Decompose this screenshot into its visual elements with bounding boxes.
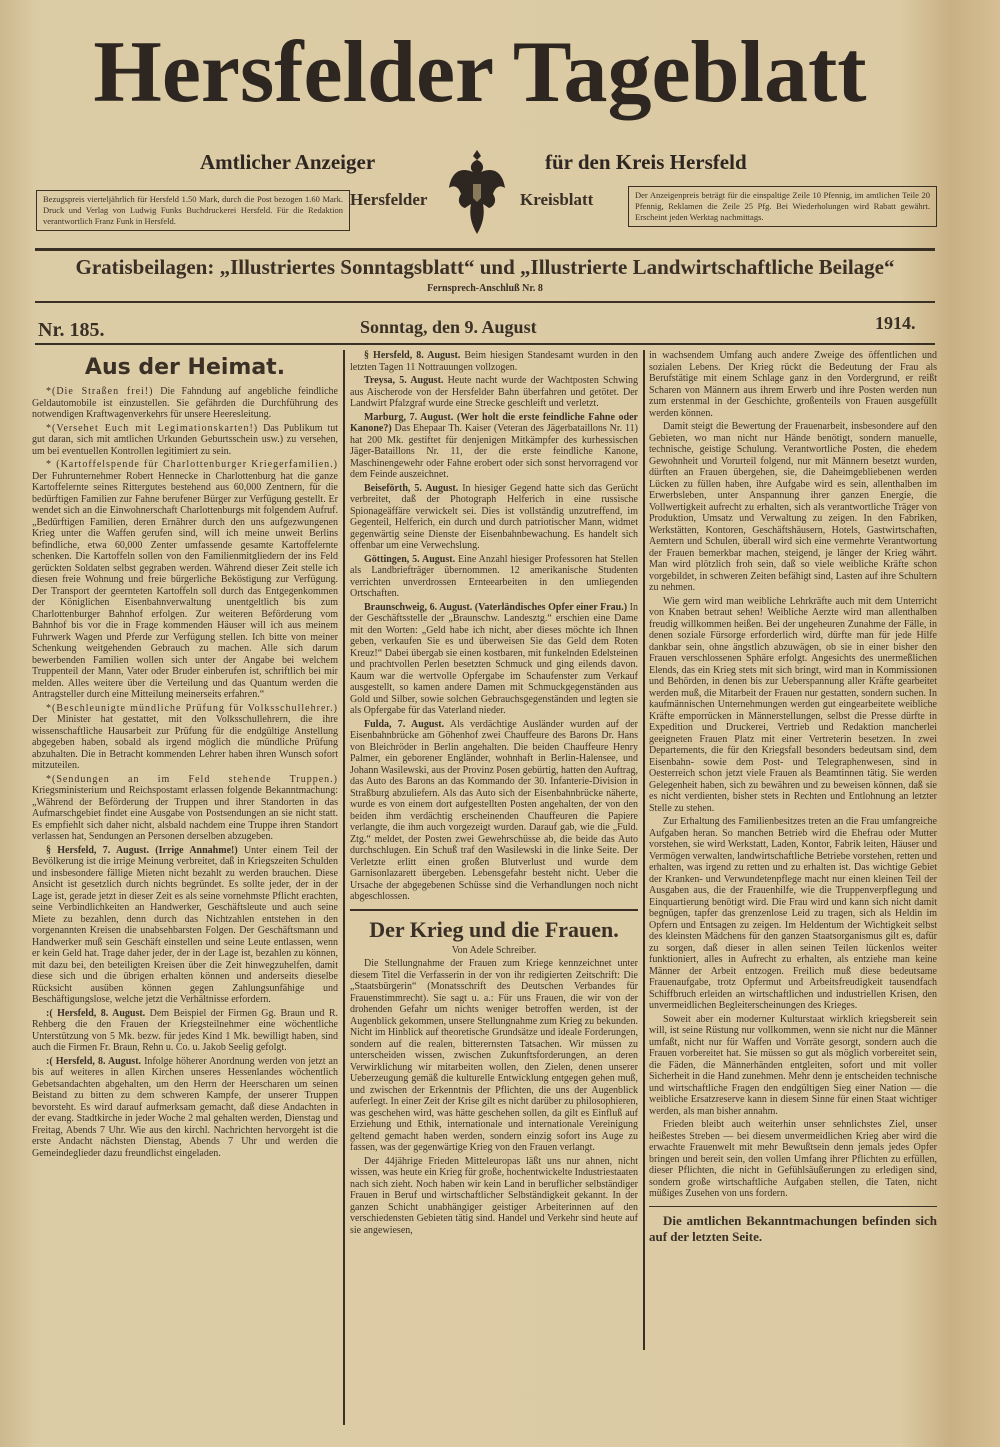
news-item: :( Hersfeld, 8. August. Dem Beispiel der Firmen Gg. Braun und R. Rehberg die den Frauen der Kriegsteilnehmer eine wöchentliche Unterstützung von 5 Mk. bezw. für jedes Kind 1 Mk. bewilligt haben, sind auch die Firmen Fr. Braun, Rehn u. Co. u. Jakob Seelig gefolgt. bbox=[32, 1007, 338, 1053]
column-aus-der-heimat bbox=[32, 350, 338, 1161]
article-rule bbox=[350, 909, 638, 911]
news-item: :( Hersfeld, 8. August. Infolge höherer Anordnung werden von jetzt an bis auf weiteres in allen Kirchen unseres Hessenlandes wöchentlich Gebetsandachten abgehalten, um den Herrn der Heerscharen um seinen Beistand zu bitten zu dem schweren Kampfe, der unserer Truppen bevorsteht. Es wird darauf aufmerksam gemacht, daß diese Andachten in der evang. Stadtkirche in jeder Woche 2 mal gehalten werden, Dienstag und Freitag, Abends 7 Uhr. Wie aus den kirchl. Nachrichten hervorgeht ist die erste Andacht nächsten Dienstag, Abends 7 Uhr und werden die Gemeindeglieder dazu freundlichst eingeladen. bbox=[32, 1055, 338, 1159]
column-divider bbox=[643, 350, 645, 1350]
news-item: * (Kartoffelspende für Charlottenburger Kriegerfamilien.) Der Fuhrunternehmer Robert Hennecke in Charlottenburg hat die ganze Kartoffelernte seines Rittergutes bestehend aus 60,000 Zentnern, für die bedürftigen Familien zur Fahne berufener Bürger zur Verfügung gestellt. Er wendet sich an die Einwohnerschaft Charlottenburgs mit folgendem Aufruf. „Bedürftigen Familien, deren Ernährer durch den uns aufgezwungenen Krieg unter die Waffen gerufen sind, will ich meine unweit Berlins befindliche, etwa 60,000 Zenter umfassende gesamte Kartoffelernte schenken. Die Kartoffeln sollen von den Familienmitgliedern der ins Feld gerückten Soldaten selbst gegraben werden. Während dieser Zeit stelle ich diesen freie Wohnung und freie bürgerliche Beköstigung zur Verfügung. Der Transport der geernteten Kartoffeln soll durch das Entgegenkommen der Königlichen Eisenbahnverwaltung unentgeltlich bis zum Charlottenburger Bahnhof erfolgen. Zur weiteren Beförderung vom Bahnhof bis vor die in Frage kommenden Häuser will ich aus meinem Fuhrwerk Wagen und Pferde zur Verfügung stellen. Ich bitte von meiner Schenkung weitgehenden Gebrauch zu machen. Alle sich darum bewerbenden Familien wollen sich unter der Angabe bei welchem Truppenteil der Mann, Vater oder Bruder einberufen ist, schriftlich bei mir melden. Alles weitere über die Verteilung und das Quantum werden die Antragsteller durch eine Mitteilung meinerseits erfahren.“ bbox=[32, 459, 338, 700]
news-item: *(Sendungen an im Feld stehende Truppen.) Kriegsministerium und Reichspostamt erlassen folgende Bekanntmachung: „Während der Beförderung der Truppen und ihrer Standorten in das Aufmarschgebiet findet eine Ausgabe von Postsendungen an sie nicht statt. Es empfiehlt sich daher nicht, alsbald nachdem eine Truppe ihren Standort verlassen hat, Sendungen an Personen derselben abzugeben. bbox=[32, 773, 338, 842]
issue-number: Nr. 185. bbox=[38, 319, 105, 341]
news-item: § Hersfeld, 7. August. (Irrige Annahme!) Unter einem Teil der Bevölkerung ist die irrige Meinung verbreitet, daß in Kriegszeiten Schulden und insbesondere fällige Mieten nicht bezahlt zu werden brauchen. Diese Ansicht ist gesetzlich durch nichts begründet. Es sollte jeder, der in der Lage ist, gerade jetzt in dieser Zeit es als seine vornehmste Pflicht erachten, seine Verbindlichkeiten an Handwerker, Geschäftsleute und auch seine Miete zu bezahlen, denn durch das Nichtzahlen entstehen in den vorgenannten Kreisen die unabsehbarsten Folgen. Der Geschäftsmann und Handwerker muß sein Geschäft einstellen und seine Leute entlassen, wenn er kein Geld hat. Trage daher jeder, der in der Lage ist, bezahlen zu können, mit dazu bei, den beteiligten Kreisen über die Zeit hinwegzuhelfen, damit diese sich und die übrigen erhalten können und anderseits dieselbe Rücksicht ausüben können gegen Zahlungsunfähige und Beschäftigungslose, welche jetzt die Verhältnisse erfordern. bbox=[32, 844, 338, 1005]
article-paragraph: Zur Erhaltung des Familienbesitzes treten an die Frau umfangreiche Aufgaben heran. So manchen Betrieb wird die Ehefrau oder Mutter vorstehen, sie wird Werkstatt, Laden, Kontor, Fabrik leiten, Häuser und Vermögen verwalten, landwirtschaftliche Betriebe vorstehen, retten und erhalten, was irgend zu retten und zu erhalten ist. Das wichtige Gebiet der Kranken- und Verwundetenpflege macht nur einen kleinen Teil der Ausgaben aus, die der Frauenhilfe, wie die Truppenverpflegung und Einquartierung benötigt wird. Die Frau wird und kann sich nicht damit begnügen, tapfer das grenzenlose Leid zu tragen, sich als Heldin im Opfern und Entsagen zu zeigen. Im Heldentum der Wichtigkeit selbst des kleinsten Mädchens für den ganzen Staatsorganismus gilt es, dafür zu sorgen, daß dieser in allen seinen Teilen lückenlos weiter funktioniert, alles in Aufrecht zu erhalten, als entziehe man keine Männer der Arbeit entzogen. Freilich muß diese bedeutsame Frauenaufgabe, trotz Opfermut und Arbeitsfreudigkeit tausendfach Schiffbruch erleiden an wirtschaftlichen und industriellen Krisen, den unvermeidlichen Begleiterscheinungen des Krieges. bbox=[649, 816, 937, 1011]
imperial-eagle-icon bbox=[447, 148, 507, 236]
masthead-subtitle-left: Amtlicher Anzeiger bbox=[200, 150, 376, 174]
news-item: Göttingen, 5. August. Eine Anzahl hiesiger Professoren hat Stellen als Landbriefträger übernommen. 12 amerikanische Studenten verrichten unverdrossen Ernteearbeiten in den umliegenden Ortschaften. bbox=[350, 553, 638, 599]
article-paragraph: Die Stellungnahme der Frauen zum Kriege kennzeichnet unter diesem Titel die Verfasserin in der von ihr redigierten Zeitschrift: Die „Staatsbürgerin“ (Monatsschrift des Deutschen Verbandes für Frauenstimmrecht). Sie sagt u. a.: Für uns Frauen, die wir von der drohenden Gefahr um nichts weniger betroffen werden, ist der Augenblick gekommen, unsere Stellungnahme zum Krieg zu bekunden. Nicht im Hinblick auf theoretische Grundsätze und ideale Forderungen, sondern auf die realen, bitterernsten Tatsachen. Wir müssen zu unterscheiden wissen, zwischen Zukunftsforderungen, an deren Verwirklichung wir mitarbeiten wollen, den Zielen, denen unserer Ueberzeugung gemäß die kulturelle Entwicklung entgegen gehen muß, und zwischen der Erkenntnis der Pflichten, die uns der Augenblick auferlegt. In einer Zeit der Krise gilt es nicht darüber zu philosophieren, was geschehen wird, was hätte geschehen sollen, da gilt es Einfluß auf Erziehung und Ethik, internationale und internationale Vereinigung geltend gemacht haben werden, sondern einzig sofort ins Auge zu fassen, was der gegenwärtige Krieg von den Frauen verlangt. bbox=[350, 958, 638, 1153]
news-item: § Hersfeld, 8. August. Beim hiesigen Standesamt wurden in den letzten Tagen 11 Nottrauungen vollzogen. bbox=[350, 350, 638, 373]
advertising-info-box: Der Anzeigenpreis beträgt für die einspaltige Zeile 10 Pfennig, im amtlichen Teile 20 Pfennig, Reklamen die Zeile 25 Pfg. Bei Wiederholungen wird Rabatt gewährt. Erscheint jeden Werktag nachmittags. bbox=[628, 186, 937, 227]
supplements-line: Gratisbeilagen: „Illustriertes Sonntagsblatt“ und „Illustrierte Landwirtschaftliche Beilage“ bbox=[75, 255, 895, 279]
emblem-label-right: Kreisblatt bbox=[520, 190, 594, 209]
news-item: *(Beschleunigte mündliche Prüfung für Volksschullehrer.) Der Minister hat gestattet, mit den Volksschullehrern, die ihre wissenschaftliche Hausarbeit zur Prüfung für die endgültige Anstellung abgegeben haben, sobald als irgend möglich die mündliche Prüfung abzuhalten. Die in Betracht kommenden Lehrer haben ihren Wunsch sofort mitzuteilen. bbox=[32, 702, 338, 771]
issue-date: Sonntag, den 9. August bbox=[360, 317, 537, 337]
news-item: Fulda, 7. August. Als verdächtige Ausländer wurden auf der Eisenbahnbrücke am Göhenhof zwei Chauffeure des Barons Dr. Hans von Bleichröder in Berlin angehalten. Die beiden Chauffeure Henry Palmer, ein geborener Engländer, wohnhaft in Berlin-Halensee, und Johann Wasilewski, aus der Provinz Posen gebürtig, hatten den Auftrag, das Auto des Barons an das Kommando der 30. Infanterie-Division in Straßburg abzuliefern. Als das Auto sich der Eisenbahnbrücke näherte, wurde es von einem dort aufgestellten Posten angehalten, der von den beiden ihm verdächtig erscheinenden Chauffeuren die Papiere verlangte, die ihm auch vorgezeigt wurden. Darauf gab, wie die „Fuld. Ztg.“ meldet, der Posten zwei Gewehrschüsse ab, die beide das Auto durchschlugen. Ein Schuß traf den Wasilewski in die linke Seite. Der Verletzte erlitt einen großen Blutverlust und wurde dem Garnisonlazarett übergeben. Lebensgefahr besteht nicht. Ueber die Ursache der abgegebenen Schüsse sind die Verhandlungen noch nicht abgeschlossen. bbox=[350, 718, 638, 902]
section-heading: Aus der Heimat. bbox=[84, 355, 286, 380]
masthead-rule bbox=[35, 248, 935, 251]
news-item: Treysa, 5. August. Heute nacht wurde der Wachtposten Schwing aus Aischerode von der Hersfelder Bahn überfahren und getötet. Der Landwirt Pfalzgraf wurde eine Strecke geschleift und verletzt. bbox=[350, 375, 639, 409]
masthead-subtitle-right: für den Kreis Hersfeld bbox=[545, 150, 747, 174]
article-paragraph: Frieden bleibt auch weiterhin unser sehnlichstes Ziel, unser heißestes Streben — bei diesem unvermeidlichen Krieg aber wird die erwachte Frauenwelt mit mehr Bewußtsein denn jemals jedes Opfer bringen und bereit sein, den vollen Umfang ihrer Pflichten zu erfüllen, dieser Pflichten, die nicht in Gefühlsäußerungen zu erledigen sind, sondern große wirtschaftliche Aufgaben stellen, die Taten, nicht müßiges Zusehen von uns fordern. bbox=[649, 1119, 937, 1199]
article-paragraph: Soweit aber ein moderner Kulturstaat wirklich kriegsbereit sein will, ist seine Rüstung nur vollkommen, wenn sie nicht nur die Männer umfaßt, nicht nur für Waffen und Vorräte gesorgt, sondern auch die Frauen vorbereitet hat. Sie müssen so gut als möglich vorbereitet sein, die Fäden, die Männerhänden entgleiten, sofort und mit voller Sicherheit in die Hand zunehmen. Mehr denn je entscheiden technische und wirtschaftliche Fragen den endgültigen Sieg einer Nation — die weibliche Ersatzreserve kann in diesem Sinne für einen Staat wichtiger werden, als man bisher annahm. bbox=[649, 1013, 937, 1117]
subscription-info-box: Bezugspreis vierteljährlich für Hersfeld 1.50 Mark, durch die Post bezogen 1.60 Mark. Druck und Verlag von Ludwig Funks Buchdruckerei Hersfeld. Für die Redaktion verantwortlich Franz Funk in Hersfeld. bbox=[36, 190, 350, 231]
article-paragraph: Der 44jährige Frieden Mitteleuropas läßt uns nur ahnen, nicht wissen, was heute ein Krieg für große, hochentwickelte Industriestaaten nach sich zieht. Noch haben wir kein Land in beruflicher selbständiger Frauen in Beruf und wirtschaftlicher Selbständigkeit gekannt. In der ganzen Schicht unabhängiger geistiger Arbeiterinnen auf den verschiedensten Gebieten tätig sind. Handel und Verkehr sind heute auf sie angewiesen, bbox=[350, 1155, 638, 1236]
article-byline: Von Adele Schreiber. bbox=[451, 944, 537, 956]
column-divider bbox=[343, 350, 345, 1425]
article-paragraph: in wachsendem Umfang auch andere Zweige des öffentlichen und sozialen Lebens. Der Krieg rückt die Bedeutung der Frau als Berufstätige mit einem Schlage ganz in den Vordergrund, er reißt Scharen von Männern aus ihrem Erwerb und ihre Posten werden nun zum erstenmal in der Geschichte, großenteils von Frauen ausgefüllt werden können. bbox=[649, 350, 937, 419]
article-heading: Der Krieg und die Frauen. bbox=[369, 916, 619, 942]
news-item: *(Versehet Euch mit Legimationskarten!) Das Publikum tut gut daran, sich mit amtlichen Urkunden Geburtsschein usw.) zu versehen, um bei eventuellen Kontrollen legitimiert zu sein. bbox=[32, 422, 338, 457]
news-item: Marburg, 7. August. (Wer holt die erste feindliche Fahne oder Kanone?) Das Ehepaar Th. Kaiser (Veteran des Jägerbataillons Nr. 11) hat 200 Mk. gestiftet für denjenigen Mitkämpfer des kurhessischen Jäger-Bataillons Nr. 11, der die erste feindliche Kanone, Maschinengewehr oder Fahne erobert oder sich sonst hervorragend vor dem Feinde auszeichnet. bbox=[350, 411, 638, 480]
article-paragraph: Damit steigt die Bewertung der Frauenarbeit, insbesondere auf den Gebieten, wo man nicht nur Hände benötigt, sondern manuelle, technische, geistige Schulung. Verantwortliche Posten, die ehedem Gewohnheit und Vorurteil folgend, nur mit Männern besetzt wurden, dürften an Frauen übergehen, sie, die Daheimgebliebenen werden Lücken zu füllen haben, ihre Aufgabe wird es sein, allenthalben im Erwerbsleben, unter Anspannung ihrer ganzen Energie, die Vollwertigkeit aufrecht zu erhalten, sich als verantwortliche Träger von Produktion, Umsatz und Verwaltung zu zeigen. In den Fabriken, Werkstätten, Kontoren, Geschäftshäusern, Hotels, Gastwirtschaften, Aemtern und Schulen, überall wird sich eine vermehrte Verantwortung der Frauen bemerkbar machen, steigend, je länger der Krieg währt. Man wird plötzlich froh sein, daß so viele weibliche Kräfte schon vorgebildet, in schweren Zeiten befähigt sind, Lasten auf ihre Schultern zu nehmen. bbox=[649, 421, 937, 593]
issue-year: 1914. bbox=[875, 313, 916, 333]
official-notices-reference: Die amtlichen Bekanntmachungen befinden sich auf der letzten Seite. bbox=[649, 1206, 937, 1245]
column-article-continued bbox=[649, 350, 937, 1245]
news-item: Braunschweig, 6. August. (Vaterländisches Opfer einer Frau.) In der Geschäftsstelle der „Braunschw. Landesztg.“ erschien eine Dame mit den Worten: „Geld habe ich nicht, aber dieses möchte ich Ihnen geben, verkaufen Sie es und überweisen Sie das Geld dem Roten Kreuz!“ Dabei übergab sie einen kostbaren, mit funkelnden Edelsteinen und prachtvollen Perlen besetzten Schmuck und ging eilends davon. Kaum war die wertvolle Opfergabe im Schaufenster zum Verkauf ausgestellt, so kamen andere Damen mit Schmuckgegenständen aus Gold und Silber, sowie solchen Gebrauchsgegenständen und legten sie als Opfergabe für das Vaterland nieder. bbox=[350, 601, 638, 716]
date-rule-bottom bbox=[35, 343, 935, 345]
news-item: *(Die Straßen frei!) Die Fahndung auf angebliche feindliche Geldautomobile ist einzustellen. Sie gefährden die Durchführung des notwendigen Kraftwagenverkehrs für unsere Heeresleitung. bbox=[32, 386, 338, 420]
emblem-label-left: Hersfelder bbox=[350, 190, 428, 209]
article-paragraph: Wie gern wird man weibliche Lehrkräfte auch mit dem Unterricht von Knaben betraut sehen! Weibliche Aerzte wird man allenthalben freudig willkommen heißen. Bei der ungeheuren Zunahme der Fälle, in denen soziale Fürsorge erforderlich wird, dürfte man für jede Hilfe dankbar sein, ohne ängstlich abzuwägen, ob sie in einer bisher den Frauen verschlossenen Sphäre erfolgt. Angesichts des unermeßlichen Elends, das ein Krieg stets mit sich bringt, wird man in Kommissionen und Behörden, in denen bis zur Ueberspannung aller Kräfte gearbeitet werden muß, die Mitarbeit der Frauen nur gestatten, sondern suchen. In kaufmännischen Unternehmungen werden gut eingearbeitete weibliche Kräfte emporrücken in Männerstellungen, selbst die Presse dürfte in Expedition und Druckerei, Vertrieb und Redaktion mancherlei geeigneten Frauen Platz mit einer Vertreterin besetzen. In zwei Departements, die für den Kriegsfall besonders bedeutsam sind, dem Eisenbahn- sowie dem Post- und Telegraphenwesen, sind in Oesterreich schon jetzt viele Frauen als Beamtinnen tätig. Sie werden Gelegenheit haben, sich zu bewähren und zu beweisen können, daß sie es nicht verdienten, bisher stets in Rechten und Entlohnung an letzter Stelle zu stehen. bbox=[649, 595, 937, 814]
telephone-line: Fernsprech-Anschluß Nr. 8 bbox=[427, 283, 543, 294]
news-item: Beiseförth, 5. August. In hiesiger Gegend hatte sich das Gerücht verbreitet, daß der Photograph Helferich in eine russische Spionageäffäre verwickelt sei. Dies ist vollständig unzutreffend, im Gegenteil, Helferich, ein durch und durch patriotischer Mann, widmet gegenwärtig seine Dienste der Eisenbahnbewachung. Es handelt sich offenbar um eine Verwechslung. bbox=[350, 482, 638, 551]
masthead-title: Hersfelder Tageblatt bbox=[93, 24, 867, 121]
column-local-news bbox=[350, 350, 638, 1238]
date-rule-top bbox=[35, 301, 935, 303]
